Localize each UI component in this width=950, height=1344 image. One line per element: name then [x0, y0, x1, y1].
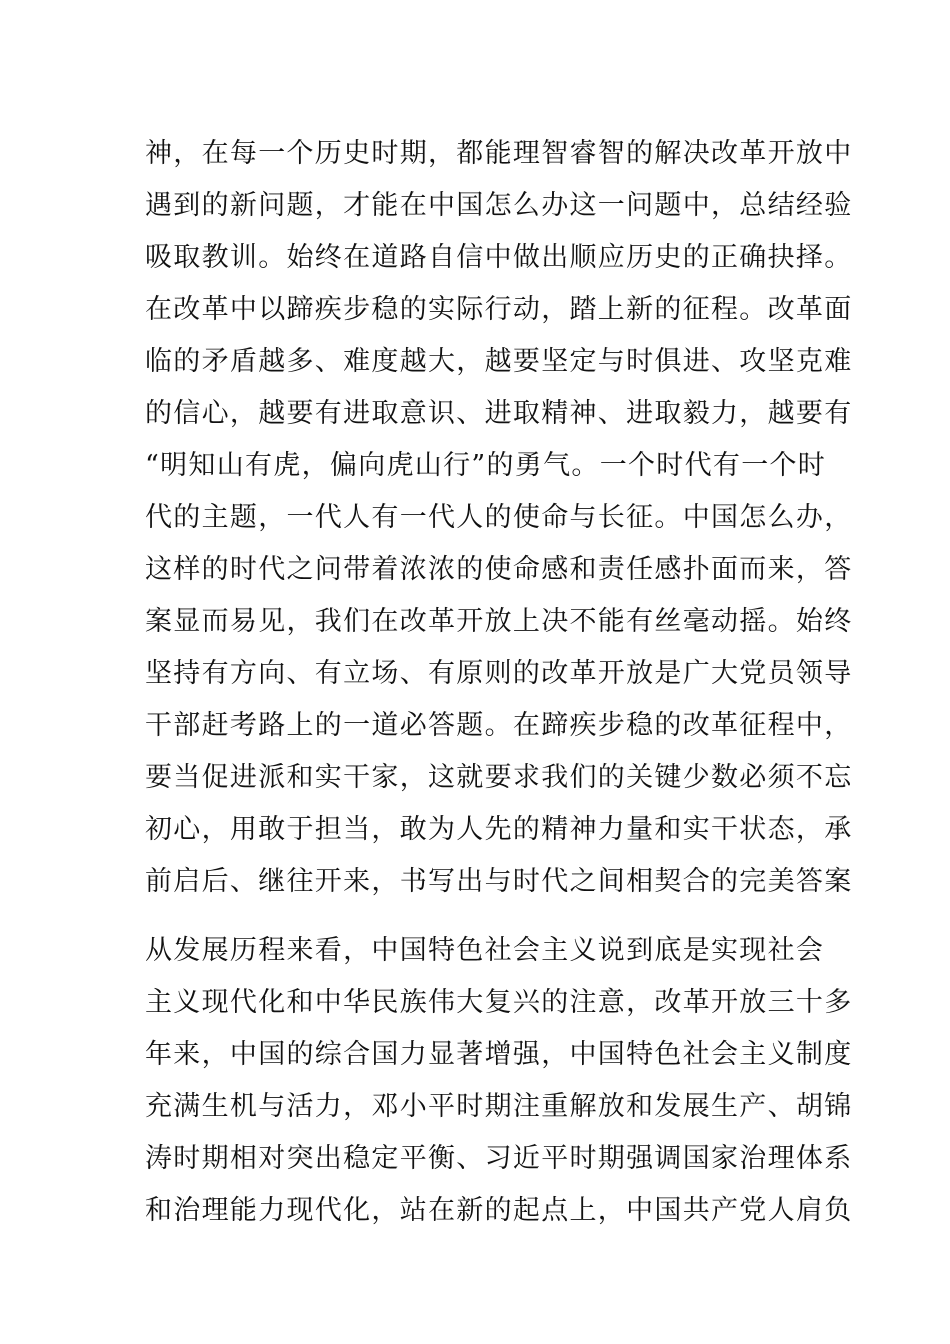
- text-line: 干部赶考路上的一道必答题。在蹄疾步稳的改革征程中，: [145, 710, 853, 741]
- text-line: 这样的时代之问带着浓浓的使命感和责任感扑面而来，答: [145, 554, 853, 585]
- text-line: 在改革中以蹄疾步稳的实际行动，踏上新的征程。改革面: [145, 294, 853, 325]
- text-line: 临的矛盾越多、难度越大，越要坚定与时俱进、攻坚克难: [145, 346, 853, 377]
- text-line: 前启后、继往开来，书写出与时代之间相契合的完美答案: [145, 866, 853, 897]
- text-line: 代的主题，一代人有一代人的使命与长征。中国怎么办，: [145, 502, 853, 533]
- text-line: 要当促进派和实干家，这就要求我们的关键少数必须不忘: [145, 762, 853, 793]
- text-line: 主义现代化和中华民族伟大复兴的注意，改革开放三十多: [145, 987, 853, 1018]
- text-line: 涛时期相对突出稳定平衡、习近平时期强调国家治理体系: [145, 1143, 853, 1174]
- text-line: 初心，用敢于担当，敢为人先的精神力量和实干状态，承: [145, 814, 853, 845]
- text-line: 神，在每一个历史时期，都能理智睿智的解决改革开放中: [145, 138, 853, 169]
- text-line: 年来，中国的综合国力显著增强，中国特色社会主义制度: [145, 1039, 853, 1070]
- text-line: 案显而易见，我们在改革开放上决不能有丝毫动摇。始终: [145, 606, 853, 637]
- text-line: 充满生机与活力，邓小平时期注重解放和发展生产、胡锦: [145, 1091, 853, 1122]
- text-line: 和治理能力现代化，站在新的起点上，中国共产党人肩负: [145, 1195, 853, 1226]
- text-line: “明知山有虎，偏向虎山行”的勇气。一个时代有一个时: [145, 450, 827, 481]
- text-line: 坚持有方向、有立场、有原则的改革开放是广大党员领导: [145, 658, 853, 689]
- text-line: 的信心，越要有进取意识、进取精神、进取毅力，越要有: [145, 398, 853, 429]
- text-line: 吸取教训。始终在道路自信中做出顺应历史的正确抉择。: [145, 242, 853, 273]
- text-line: 遇到的新问题，才能在中国怎么办这一问题中，总结经验: [145, 190, 853, 221]
- text-line: 从发展历程来看，中国特色社会主义说到底是实现社会: [145, 935, 825, 966]
